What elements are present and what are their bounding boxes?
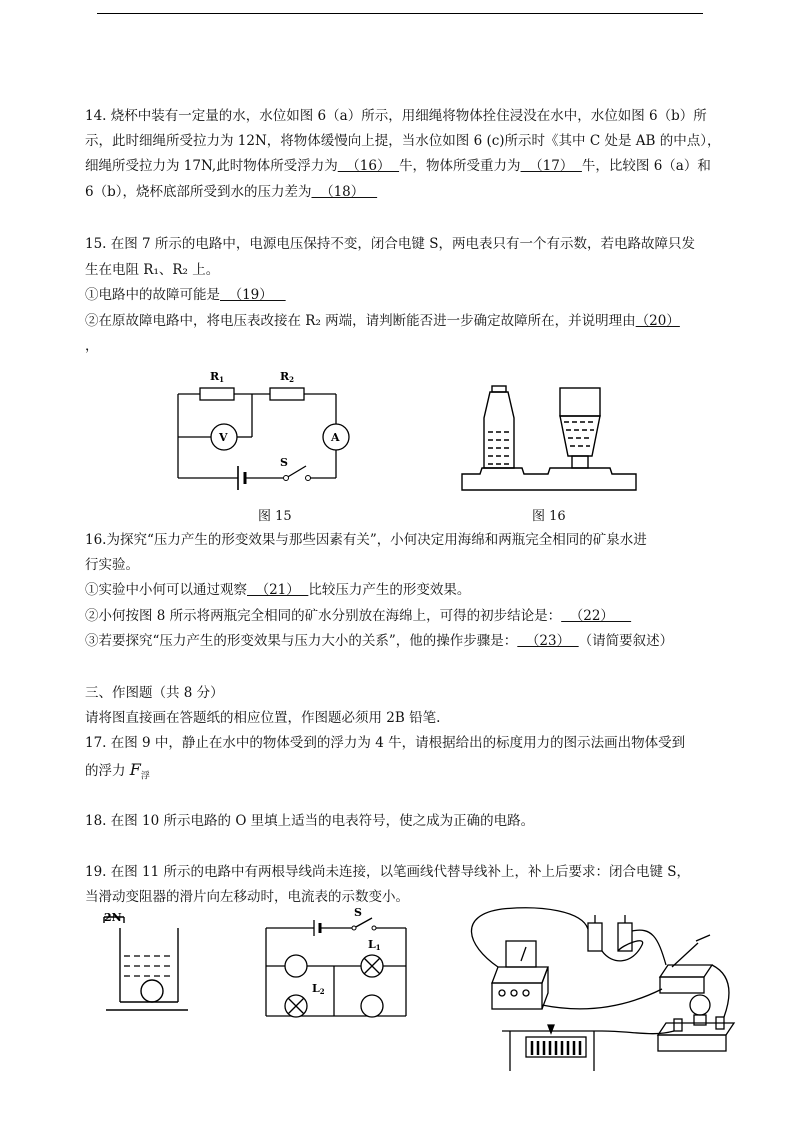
a-label: A bbox=[331, 431, 340, 444]
r2-label: R2 bbox=[280, 370, 295, 384]
battery-2 bbox=[618, 923, 632, 951]
meter-circle-1 bbox=[285, 955, 307, 977]
q15-sub2: ②在原故障电路中，将电压表改接在 R₂ 两端，请判断能否进一步确定故障所在，并说明理由（20） bbox=[85, 313, 680, 329]
q14-line4: 6（b），烧杯底部所受到水的压力差为 （18） bbox=[85, 184, 378, 200]
submerged-ball bbox=[141, 980, 163, 1002]
meter-circle-2 bbox=[361, 995, 383, 1017]
force-symbol: F bbox=[129, 760, 141, 779]
switch-s bbox=[354, 918, 372, 928]
q19-line1: 19. 在图 11 所示的电路中有两根导线尚未连接，以笔画线代替导线补上，补上后要求：闭合电键 S， bbox=[85, 864, 691, 880]
blank-16: （16） bbox=[337, 158, 400, 174]
q16-line1: 16.为探究“压力产生的形变效果与那些因素有关”，小何决定用海绵和两瓶完全相同的矿泉水进 bbox=[85, 532, 647, 548]
q16-sub1: ①实验中小何可以通过观察 （21） 比较压力产生的形变效果。 bbox=[85, 582, 471, 598]
r1-label: R1 bbox=[210, 370, 225, 384]
figure-16-caption: 图 16 bbox=[532, 509, 566, 524]
blank-22: （22） bbox=[561, 608, 632, 624]
q15-sub2-tail: ， bbox=[85, 338, 99, 354]
q17-line1: 17. 在图 9 中，静止在水中的物体受到的浮力为 4 牛，请根据给出的标度用力的图示法画出物体受到 bbox=[85, 735, 686, 751]
blank-19: （19） bbox=[220, 287, 286, 303]
figure-16-bottles bbox=[460, 378, 640, 493]
resistor-r1 bbox=[200, 388, 234, 400]
section3-note: 请将图直接画在答题纸的相应位置，作图题必须用 2B 铅笔. bbox=[85, 710, 441, 726]
blank-20: （20） bbox=[635, 313, 680, 329]
q18-line1: 18. 在图 10 所示电路的 O 里填上适当的电表符号，使之成为正确的电路。 bbox=[85, 813, 535, 829]
scale-label: 2N bbox=[104, 911, 122, 924]
blank-18: （18） bbox=[311, 184, 378, 200]
q16-line2: 行实验。 bbox=[85, 557, 139, 573]
q14-line2: 示，此时细绳所受拉力为 12N，将物体缓慢向上提，当水位如图 6 (c)所示时《其中 C 处是 AB 的中点）， bbox=[85, 133, 721, 149]
q14-line3: 细绳所受拉力为 17N,此时物体所受浮力为 （16） 牛，物体所受重力为 （17） 牛，比较图 6（a）和 bbox=[85, 158, 711, 174]
s-label: S bbox=[354, 906, 362, 919]
q16-sub3: ③若要探究“压力产生的形变效果与压力大小的关系”，他的操作步骤是： （23） （请简要叙述） bbox=[85, 633, 674, 649]
figure-11-apparatus bbox=[462, 905, 747, 1075]
v-label: V bbox=[219, 431, 228, 444]
q15-line1: 15. 在图 7 所示的电路中，电源电压保持不变，闭合电键 S，两电表只有一个有示数，若电路故障只发 bbox=[85, 236, 695, 252]
q15-sub1: ①电路中的故障可能是 （19） bbox=[85, 287, 286, 303]
figure-15-circuit bbox=[170, 362, 360, 497]
blank-23: （23） bbox=[517, 633, 579, 649]
ammeter-dial bbox=[506, 941, 536, 967]
lamp-bulb bbox=[690, 995, 710, 1015]
battery-1 bbox=[588, 923, 602, 951]
l1-label: L1 bbox=[368, 938, 381, 952]
s-label: S bbox=[280, 456, 288, 469]
top-rule bbox=[97, 13, 703, 14]
q19-line2: 当滑动变阻器的滑片向左移动时，电流表的示数变小。 bbox=[85, 889, 409, 905]
lamp-base bbox=[658, 1035, 726, 1051]
blank-21: （21） bbox=[247, 582, 309, 598]
figure-10-circuit bbox=[262, 908, 412, 1020]
l2-label: L2 bbox=[312, 982, 325, 996]
q15-line2: 生在电阻 R₁、R₂ 上。 bbox=[85, 262, 220, 278]
blank-17: （17） bbox=[520, 158, 582, 174]
q14-line1: 14. 烧杯中装有一定量的水，水位如图 6（a）所示，用细绳将物体拴住浸没在水中，水位如图 6（b）所 bbox=[85, 108, 707, 124]
figure-9-beaker bbox=[100, 910, 195, 1020]
resistor-r2 bbox=[270, 388, 304, 400]
q17-line2: 的浮力 $F_浮$ bbox=[85, 760, 150, 782]
rheostat-slider bbox=[548, 1025, 554, 1033]
switch-s bbox=[286, 466, 306, 478]
q16-sub2: ②小何按图 8 所示将两瓶完全相同的矿水分别放在海绵上，可得的初步结论是： （22） bbox=[85, 608, 632, 624]
section3-title: 三、作图题（共 8 分） bbox=[85, 685, 224, 701]
switch-base bbox=[660, 977, 704, 993]
figure-15-caption: 图 15 bbox=[258, 509, 292, 524]
